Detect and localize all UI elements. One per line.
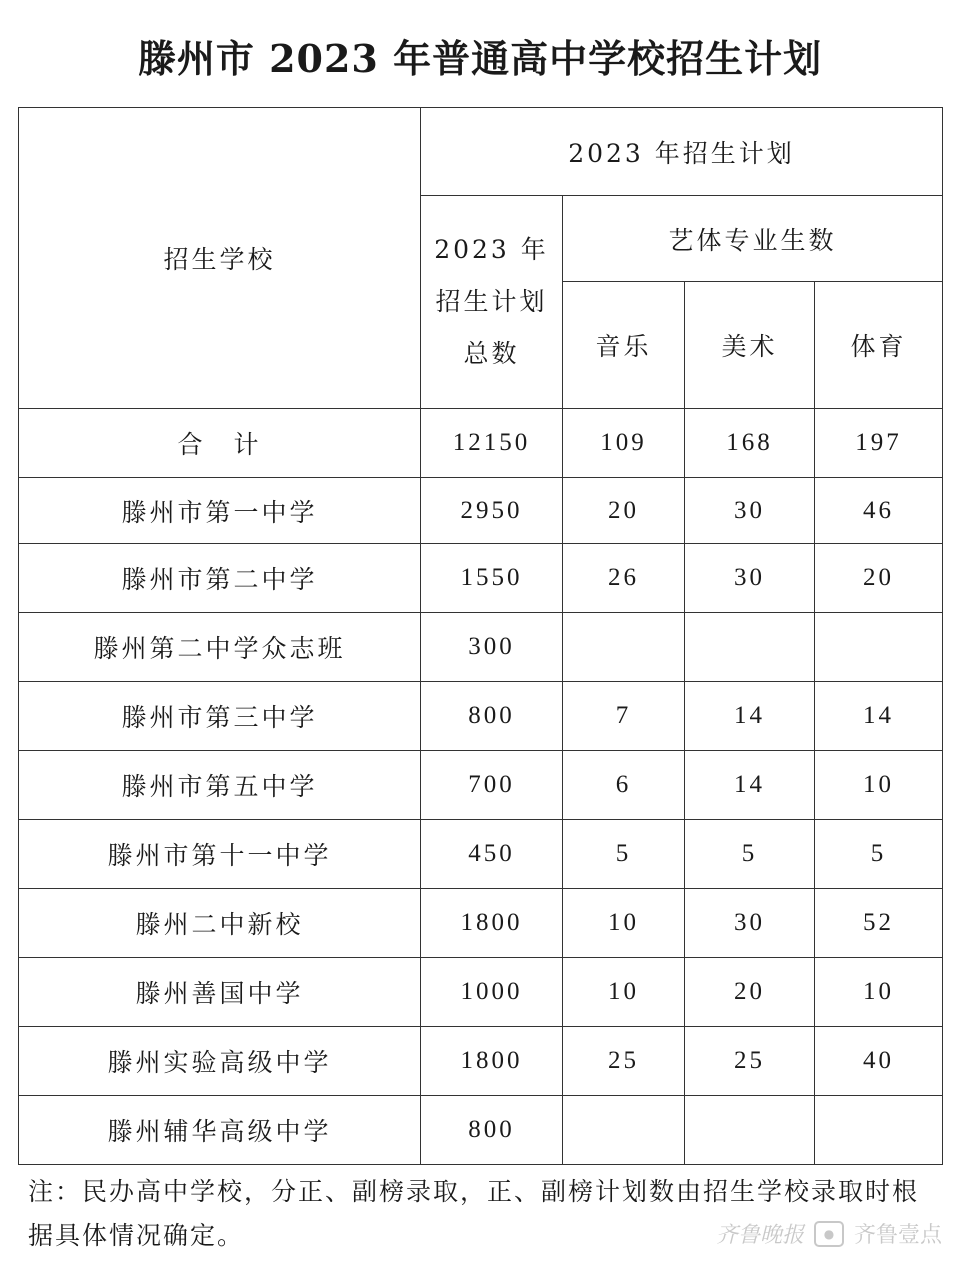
table-row bbox=[19, 1096, 943, 1165]
art-cell: 168 bbox=[685, 409, 815, 478]
music-cell: 5 bbox=[563, 820, 685, 889]
header-arts-group: 艺体专业生数 bbox=[563, 196, 943, 282]
table-row bbox=[19, 889, 943, 958]
total-cell: 12150 bbox=[421, 409, 563, 478]
total-cell: 1800 bbox=[421, 889, 563, 958]
total-cell: 800 bbox=[421, 1096, 563, 1165]
watermark-right: 齐鲁壹点 bbox=[853, 1223, 942, 1248]
art-cell: 5 bbox=[685, 820, 815, 889]
total-cell: 700 bbox=[421, 751, 563, 820]
header-sports: 体育 bbox=[815, 282, 943, 409]
table-row bbox=[19, 820, 943, 889]
music-cell: 26 bbox=[563, 544, 685, 613]
table-row bbox=[19, 613, 943, 682]
sports-cell: 197 bbox=[815, 409, 943, 478]
header-total-line1: 2023 年 bbox=[434, 235, 549, 264]
school-cell: 滕州善国中学 bbox=[19, 958, 421, 1027]
sports-cell: 52 bbox=[815, 889, 943, 958]
music-cell: 6 bbox=[563, 751, 685, 820]
sports-cell: 14 bbox=[815, 682, 943, 751]
art-cell: 20 bbox=[685, 958, 815, 1027]
school-cell: 滕州市第二中学 bbox=[19, 544, 421, 613]
table-row bbox=[19, 1027, 943, 1096]
table-row bbox=[19, 409, 943, 478]
school-cell: 滕州市第五中学 bbox=[19, 751, 421, 820]
total-cell: 1800 bbox=[421, 1027, 563, 1096]
music-cell: 20 bbox=[563, 478, 685, 544]
school-cell: 滕州二中新校 bbox=[19, 889, 421, 958]
art-cell: 30 bbox=[685, 478, 815, 544]
music-cell: 10 bbox=[563, 889, 685, 958]
table-row bbox=[19, 478, 943, 544]
header-total-line2: 招生计划 bbox=[435, 287, 548, 316]
art-cell: 14 bbox=[685, 751, 815, 820]
art-cell: 30 bbox=[685, 544, 815, 613]
music-cell: 10 bbox=[563, 958, 685, 1027]
header-total bbox=[421, 196, 563, 409]
school-cell: 滕州第二中学众志班 bbox=[19, 613, 421, 682]
total-cell: 1000 bbox=[421, 958, 563, 1027]
watermark bbox=[716, 1218, 942, 1249]
table-row bbox=[19, 682, 943, 751]
art-cell: 14 bbox=[685, 682, 815, 751]
sports-cell: 20 bbox=[815, 544, 943, 613]
school-cell: 滕州市第十一中学 bbox=[19, 820, 421, 889]
page-title: 滕州市 2023 年普通高中学校招生计划 bbox=[137, 36, 823, 81]
sports-cell bbox=[815, 613, 943, 682]
school-cell: 合 计 bbox=[19, 409, 421, 478]
sports-cell: 10 bbox=[815, 958, 943, 1027]
table-row bbox=[19, 958, 943, 1027]
music-cell bbox=[563, 613, 685, 682]
school-cell: 滕州市第三中学 bbox=[19, 682, 421, 751]
art-cell bbox=[685, 1096, 815, 1165]
art-cell: 30 bbox=[685, 889, 815, 958]
sports-cell bbox=[815, 1096, 943, 1165]
header-music: 音乐 bbox=[563, 282, 685, 409]
school-cell: 滕州辅华高级中学 bbox=[19, 1096, 421, 1165]
school-cell: 滕州实验高级中学 bbox=[19, 1027, 421, 1096]
sports-cell: 46 bbox=[815, 478, 943, 544]
footnote: 注：民办高中学校，分正、副榜录取，正、副榜计划数由招生学校录取时根据具体情况确定。 bbox=[28, 1177, 920, 1250]
total-cell: 2950 bbox=[421, 478, 563, 544]
total-cell: 1550 bbox=[421, 544, 563, 613]
music-cell bbox=[563, 1096, 685, 1165]
header-school: 招生学校 bbox=[19, 108, 421, 409]
total-cell: 450 bbox=[421, 820, 563, 889]
sports-cell: 40 bbox=[815, 1027, 943, 1096]
school-cell: 滕州市第一中学 bbox=[19, 478, 421, 544]
music-cell: 7 bbox=[563, 682, 685, 751]
header-total-line3: 总数 bbox=[463, 339, 520, 368]
table-row bbox=[19, 751, 943, 820]
sports-cell: 5 bbox=[815, 820, 943, 889]
table-row bbox=[19, 544, 943, 613]
total-cell: 800 bbox=[421, 682, 563, 751]
enrollment-plan-table bbox=[18, 107, 943, 1165]
chat-icon: ● bbox=[814, 1221, 844, 1247]
music-cell: 109 bbox=[563, 409, 685, 478]
header-art: 美术 bbox=[685, 282, 815, 409]
art-cell: 25 bbox=[685, 1027, 815, 1096]
sports-cell: 10 bbox=[815, 751, 943, 820]
header-plan-group: 2023 年招生计划 bbox=[421, 108, 943, 196]
art-cell bbox=[685, 613, 815, 682]
total-cell: 300 bbox=[421, 613, 563, 682]
music-cell: 25 bbox=[563, 1027, 685, 1096]
watermark-left: 齐鲁晚报 bbox=[715, 1223, 804, 1248]
